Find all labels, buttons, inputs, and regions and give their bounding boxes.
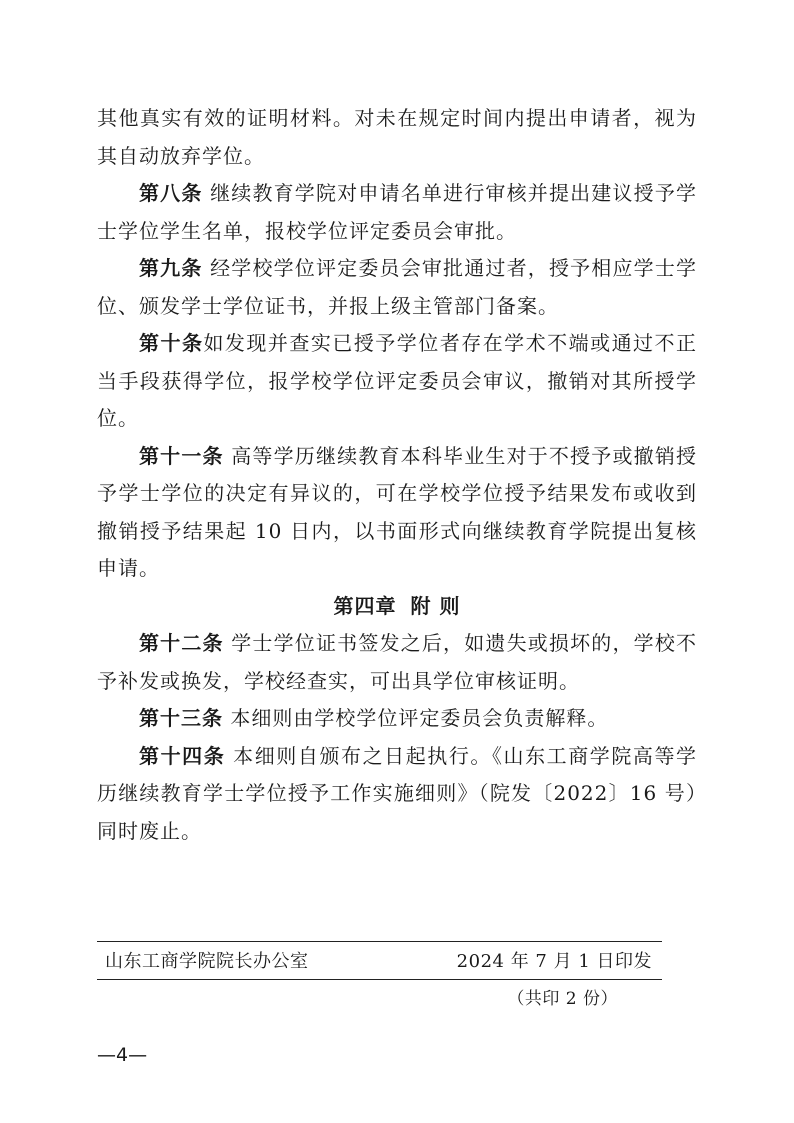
footer-copies: （共印 2 份） <box>507 989 618 1009</box>
article-title: 第九条 <box>139 256 203 280</box>
article-title: 第十条 <box>139 331 204 355</box>
article-title: 第十三条 <box>139 706 223 730</box>
article-text: 继续教育学院对申请名单进行审核并提出建议授予学士学位学生名单，报校学位评定委员会审批。 <box>97 181 698 243</box>
article-title: 第十四条 <box>139 743 226 768</box>
article-title: 第十一条 <box>139 443 224 468</box>
article-text: 经学校学位评定委员会审批通过者，授予相应学士学位、颁发学士学位证书，并报上级主管部门备案。 <box>97 256 698 318</box>
footer-top-rule <box>97 941 662 942</box>
document-body <box>97 100 697 850</box>
article-title: 第十二条 <box>139 631 224 655</box>
paragraph-text: 其他真实有效的证明材料。对未在规定时间内提出申请者，视为其自动放弃学位。 <box>97 106 697 168</box>
article-13 <box>97 700 697 738</box>
article-14 <box>97 738 697 851</box>
footer-issuer: 山东工商学院院长办公室 <box>105 951 309 972</box>
article-11 <box>97 438 697 588</box>
article-text: 本细则由学校学位评定委员会负责解释。 <box>223 706 609 730</box>
article-8 <box>97 175 697 250</box>
paragraph-continuation <box>97 100 697 175</box>
footer-issue-row <box>97 947 662 977</box>
article-text: 高等学历继续教育本科毕业生对于不授予或撤销授予学士学位的决定有异议的，可在学校学位授予结果发布或收到撤销授予结果起 10 日内，以书面形式向继续教育学院提出复核申请。 <box>97 443 698 580</box>
chapter-number: 第四章 <box>333 593 397 618</box>
article-9 <box>97 250 697 325</box>
article-text: 如发现并查实已授予学位者存在学术不端或通过不正当手段获得学位，报学校学位评定委员会审议，撤销对其所授学位。 <box>97 331 698 430</box>
article-text: 本细则自颁布之日起执行。《山东工商学院高等学历继续教育学士学位授予工作实施细则》（院发〔2022〕16 号）同时废止。 <box>97 743 698 843</box>
footer-date: 2024 年 7 月 1 日印发 <box>456 951 652 972</box>
chapter-heading <box>97 588 697 626</box>
article-title: 第八条 <box>139 181 203 205</box>
page-number: —4— <box>97 1044 148 1066</box>
footer-bottom-rule <box>97 979 662 980</box>
chapter-name: 附 则 <box>410 593 461 618</box>
article-12 <box>97 625 697 700</box>
article-text: 学士学位证书签发之后，如遗失或损坏的，学校不予补发或换发，学校经查实，可出具学位审核证明。 <box>97 631 698 693</box>
article-10 <box>97 325 697 438</box>
